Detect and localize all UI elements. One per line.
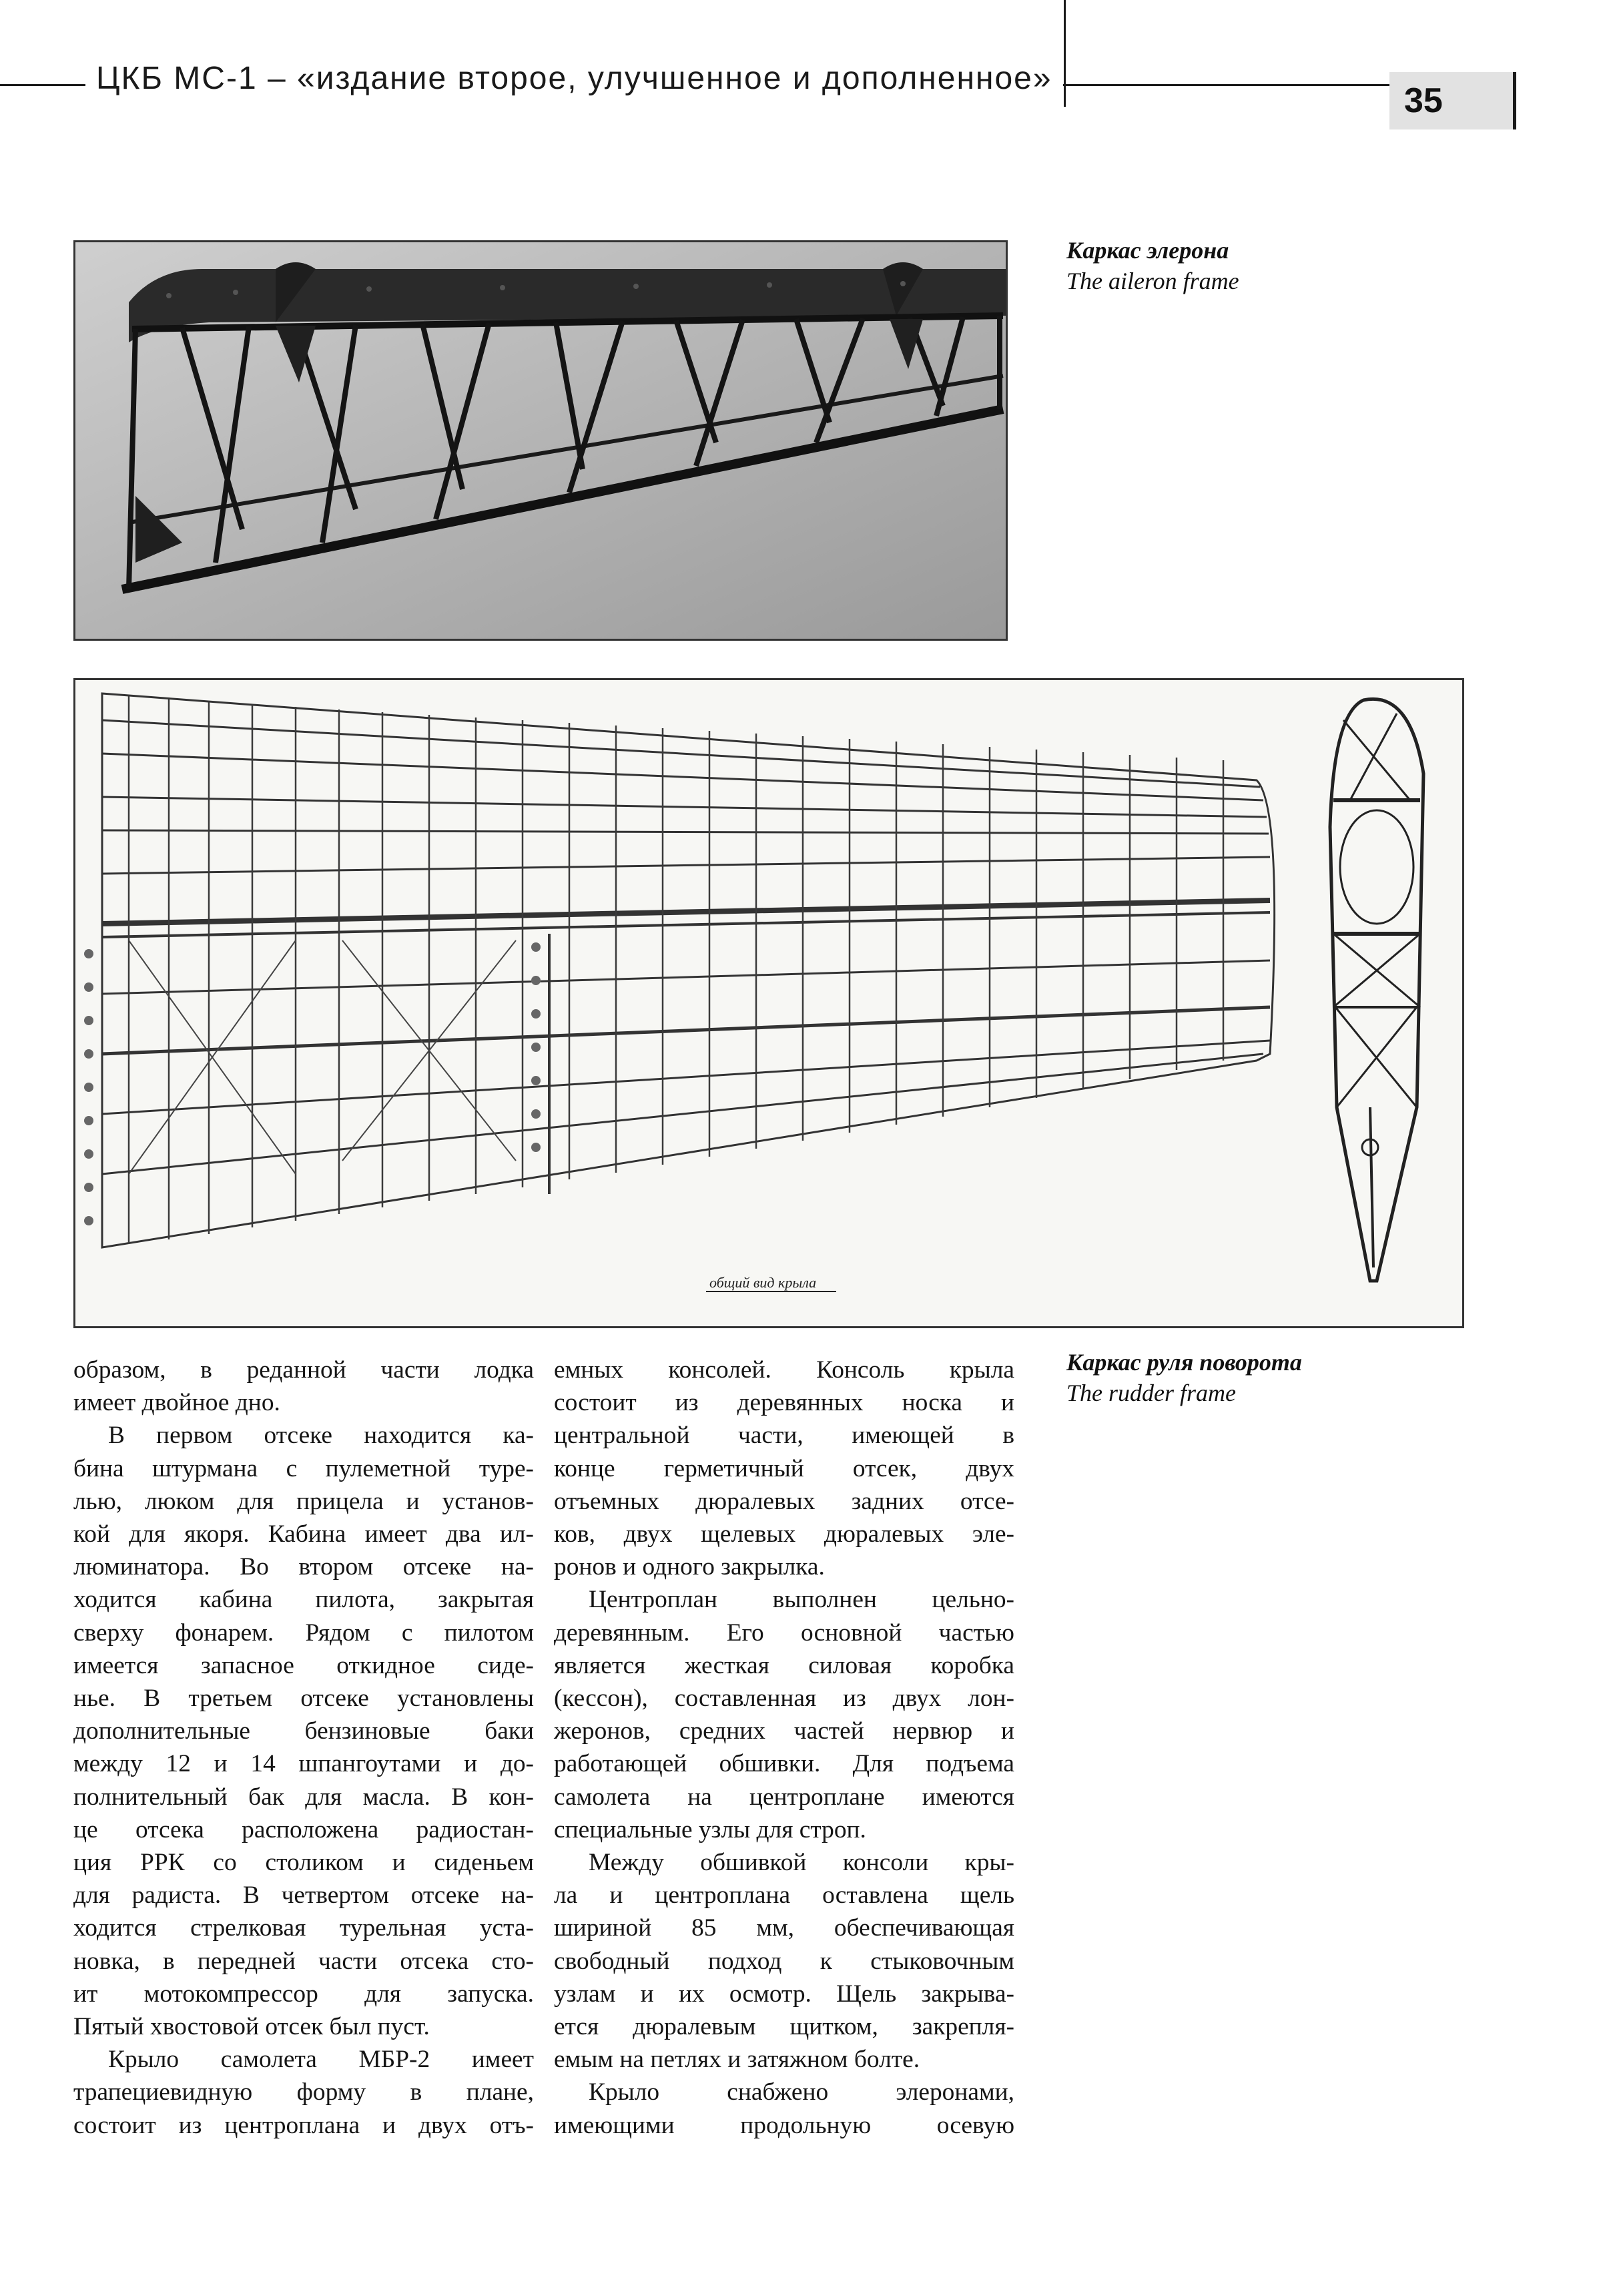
text-line: имеется запасное откидное сиде- bbox=[73, 1651, 534, 1679]
text-line: ходится стрелковая турельная уста- bbox=[73, 1914, 534, 1942]
wing-drawing-label: общий вид крыла bbox=[709, 1274, 817, 1291]
text-line: самолета на центроплане имеются bbox=[554, 1783, 1014, 1811]
text-line: новка, в передней части отсека сто- bbox=[73, 1947, 534, 1975]
aileron-caption-en: The aileron frame bbox=[1066, 268, 1239, 294]
aileron-frame-illustration bbox=[75, 242, 1006, 639]
text-line: це отсека расположена радиостан- bbox=[73, 1815, 534, 1843]
text-line: емных консолей. Консоль крыла bbox=[554, 1356, 1014, 1384]
text-line: сверху фонарем. Рядом с пилотом bbox=[73, 1619, 534, 1647]
text-line: лью, люком для прицела и установ- bbox=[73, 1487, 534, 1515]
text-line: имеющими продольную осевую bbox=[554, 2111, 1014, 2139]
rudder-caption-ru: Каркас руля поворота bbox=[1066, 1349, 1302, 1376]
aileron-caption bbox=[1066, 235, 1239, 296]
running-header-title: ЦКБ МС-1 – «издание второе, улучшенное и дополненное» bbox=[85, 57, 1063, 100]
text-line: Между обшивкой консоли кры- bbox=[589, 1849, 1014, 1877]
text-line: жеронов, средних частей нервюр и bbox=[554, 1717, 1014, 1745]
text-line: состоит из центроплана и двух отъ- bbox=[73, 2111, 534, 2139]
text-line: ронов и одного закрылка. bbox=[554, 1553, 825, 1581]
text-line: состоит из деревянных носка и bbox=[554, 1389, 1014, 1417]
text-line: В первом отсеке находится ка- bbox=[108, 1422, 534, 1450]
text-line: трапециевидную форму в плане, bbox=[73, 2078, 534, 2106]
text-line: узлам и их осмотр. Щель закрыва- bbox=[554, 1980, 1014, 2008]
text-line: ков, двух щелевых дюралевых эле- bbox=[554, 1520, 1014, 1548]
text-line: между 12 и 14 шпангоутами и до- bbox=[73, 1750, 534, 1778]
text-line: отъемных дюралевых задних отсе- bbox=[554, 1487, 1014, 1515]
text-line: ция РРК со столиком и сиденьем bbox=[73, 1849, 534, 1877]
text-line: ется дюралевым щитком, закрепля- bbox=[554, 2013, 1014, 2041]
text-line: (кессон), составленная из двух лон- bbox=[554, 1685, 1014, 1713]
text-line: Центроплан выполнен цельно- bbox=[589, 1586, 1014, 1614]
text-line: шириной 85 мм, обеспечивающая bbox=[554, 1914, 1014, 1942]
text-line: кой для якоря. Кабина имеет два ил- bbox=[73, 1520, 534, 1548]
text-line: люминатора. Во втором отсеке на- bbox=[73, 1553, 534, 1581]
text-line: бина штурмана с пулеметной туре- bbox=[73, 1454, 534, 1482]
text-line: Пятый хвостовой отсек был пуст. bbox=[73, 2013, 430, 2041]
rudder-caption bbox=[1066, 1347, 1302, 1408]
rudder-caption-en: The rudder frame bbox=[1066, 1380, 1236, 1406]
header-vertical-rule bbox=[1064, 0, 1066, 107]
text-line: имеет двойное дно. bbox=[73, 1389, 280, 1417]
text-line: центральной части, имеющей в bbox=[554, 1422, 1014, 1450]
wing-structure-illustration bbox=[75, 680, 1462, 1326]
text-line: емым на петлях и затяжном болте. bbox=[554, 2046, 920, 2074]
text-line: ит мотокомпрессор для запуска. bbox=[73, 1980, 534, 2008]
text-line: специальные узлы для строп. bbox=[554, 1815, 866, 1843]
text-line: конце герметичный отсек, двух bbox=[554, 1454, 1014, 1482]
text-column-1 bbox=[73, 1354, 534, 2142]
text-line: Крыло снабжено элеронами, bbox=[589, 2078, 1014, 2106]
text-line: ла и центроплана оставлена щель bbox=[554, 1882, 1014, 1910]
text-line: является жесткая силовая коробка bbox=[554, 1651, 1014, 1679]
text-line: свободный подход к стыковочным bbox=[554, 1947, 1014, 1975]
aileron-caption-ru: Каркас элерона bbox=[1066, 237, 1229, 264]
page-number: 35 bbox=[1389, 72, 1516, 129]
text-line: деревянным. Его основной частью bbox=[554, 1619, 1014, 1647]
text-line: работающей обшивки. Для подъема bbox=[554, 1750, 1014, 1778]
text-line: для радиста. В четвертом отсеке на- bbox=[73, 1882, 534, 1910]
text-column-2 bbox=[554, 1354, 1014, 2142]
wing-general-view-drawing bbox=[73, 678, 1464, 1328]
text-line: образом, в реданной части лодка bbox=[73, 1356, 534, 1384]
text-line: ходится кабина пилота, закрытая bbox=[73, 1586, 534, 1614]
text-line: Крыло самолета МБР-2 имеет bbox=[108, 2046, 534, 2074]
aileron-frame-photo bbox=[73, 240, 1008, 641]
text-line: нье. В третьем отсеке установлены bbox=[73, 1685, 534, 1713]
text-line: дополнительные бензиновые баки bbox=[73, 1717, 534, 1745]
text-line: полнительный бак для масла. В кон- bbox=[73, 1783, 534, 1811]
